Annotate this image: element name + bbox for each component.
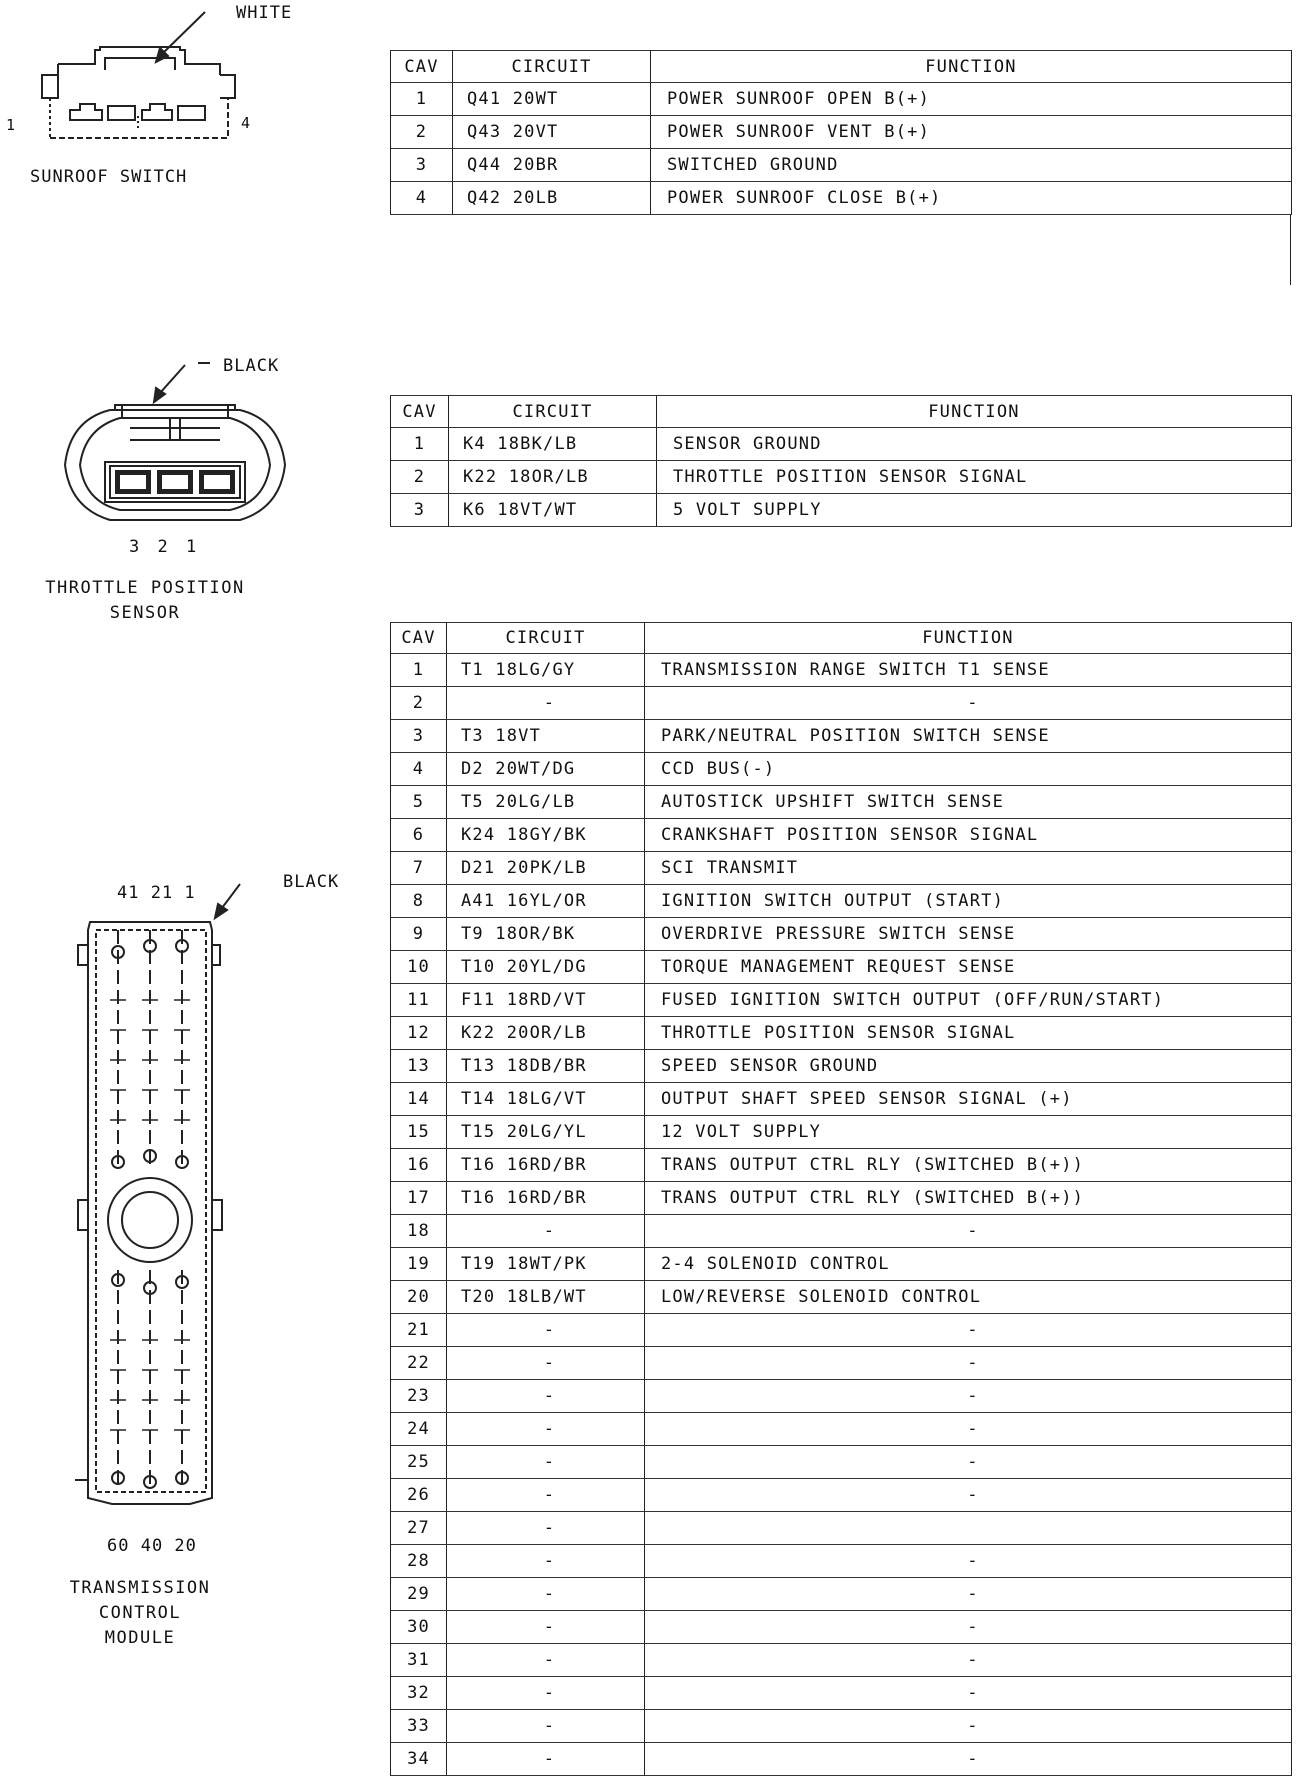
- function-cell: TRANS OUTPUT CTRL RLY (SWITCHED B(+)): [645, 1182, 1292, 1215]
- tps-name-line-1: THROTTLE POSITION: [45, 578, 245, 598]
- cav-cell: 32: [391, 1677, 447, 1710]
- table-row: [391, 687, 1292, 720]
- cav-cell: 24: [391, 1413, 447, 1446]
- cav-cell: 29: [391, 1578, 447, 1611]
- function-cell: -: [645, 1413, 1292, 1446]
- circuit-cell: -: [447, 1446, 645, 1479]
- function-cell: -: [645, 1644, 1292, 1677]
- tcm-connector-drawing: [70, 890, 250, 1520]
- cav-cell: 18: [391, 1215, 447, 1248]
- cav-cell: 21: [391, 1314, 447, 1347]
- circuit-cell: Q42 20LB: [453, 182, 651, 215]
- function-cell: FUSED IGNITION SWITCH OUTPUT (OFF/RUN/START): [645, 984, 1292, 1017]
- cav-cell: 26: [391, 1479, 447, 1512]
- table-row: [391, 1083, 1292, 1116]
- cav-cell: 7: [391, 852, 447, 885]
- table-row: [391, 1050, 1292, 1083]
- function-cell: POWER SUNROOF VENT B(+): [651, 116, 1292, 149]
- circuit-cell: T19 18WT/PK: [447, 1248, 645, 1281]
- sunroof-connector-name: SUNROOF SWITCH: [30, 167, 188, 187]
- cav-cell: 2: [391, 461, 449, 494]
- table-row: [391, 149, 1292, 182]
- table-row: [391, 1512, 1292, 1545]
- table-row: [391, 1446, 1292, 1479]
- circuit-cell: -: [447, 1413, 645, 1446]
- table-row: [391, 1743, 1292, 1776]
- function-cell: SWITCHED GROUND: [651, 149, 1292, 182]
- cav-cell: 15: [391, 1116, 447, 1149]
- circuit-cell: -: [447, 1479, 645, 1512]
- tcm-pinout-table: [390, 622, 1292, 1776]
- function-cell: THROTTLE POSITION SENSOR SIGNAL: [657, 461, 1292, 494]
- tps-pinout-table: [390, 395, 1292, 527]
- function-cell: -: [645, 1545, 1292, 1578]
- column-header-circuit: CIRCUIT: [453, 51, 651, 83]
- function-cell: CCD BUS(-): [645, 753, 1292, 786]
- tcm-name-line-2: CONTROL: [98, 1603, 182, 1623]
- circuit-cell: T9 18OR/BK: [447, 918, 645, 951]
- circuit-cell: F11 18RD/VT: [447, 984, 645, 1017]
- circuit-cell: -: [447, 1215, 645, 1248]
- function-cell: -: [645, 1677, 1292, 1710]
- circuit-cell: -: [447, 1314, 645, 1347]
- tps-name-line-2: SENSOR: [109, 603, 181, 623]
- circuit-cell: -: [447, 1644, 645, 1677]
- tcm-wire-color-label: BLACK: [283, 872, 340, 892]
- circuit-cell: T14 18LG/VT: [447, 1083, 645, 1116]
- column-header-function: FUNCTION: [651, 51, 1292, 83]
- sunroof-pin-1-label: 1: [6, 116, 17, 134]
- table-row: [391, 428, 1292, 461]
- function-cell: -: [645, 1710, 1292, 1743]
- cav-cell: 34: [391, 1743, 447, 1776]
- function-cell: LOW/REVERSE SOLENOID CONTROL: [645, 1281, 1292, 1314]
- circuit-cell: D2 20WT/DG: [447, 753, 645, 786]
- circuit-cell: Q43 20VT: [453, 116, 651, 149]
- table-row: [391, 654, 1292, 687]
- function-cell: -: [645, 1347, 1292, 1380]
- cav-cell: 8: [391, 885, 447, 918]
- table-row: [391, 1248, 1292, 1281]
- table-row: [391, 1644, 1292, 1677]
- function-cell: -: [645, 1743, 1292, 1776]
- table-row: [391, 786, 1292, 819]
- circuit-cell: Q41 20WT: [453, 83, 651, 116]
- circuit-cell: K22 20OR/LB: [447, 1017, 645, 1050]
- function-cell: -: [645, 687, 1292, 720]
- circuit-cell: T3 18VT: [447, 720, 645, 753]
- circuit-cell: T1 18LG/GY: [447, 654, 645, 687]
- circuit-cell: K24 18GY/BK: [447, 819, 645, 852]
- cav-cell: 4: [391, 753, 447, 786]
- sunroof-connector-drawing: [10, 20, 250, 140]
- tps-connector-name: [20, 576, 270, 626]
- tcm-bottom-pin-numbers: 60 40 20: [107, 1536, 197, 1556]
- column-header-circuit: CIRCUIT: [449, 396, 657, 428]
- circuit-cell: -: [447, 1380, 645, 1413]
- cav-cell: 25: [391, 1446, 447, 1479]
- cav-cell: 23: [391, 1380, 447, 1413]
- cav-cell: 6: [391, 819, 447, 852]
- table-row: [391, 918, 1292, 951]
- function-cell: -: [645, 1215, 1292, 1248]
- function-cell: POWER SUNROOF OPEN B(+): [651, 83, 1292, 116]
- cav-cell: 1: [391, 428, 449, 461]
- function-cell: -: [645, 1479, 1292, 1512]
- cav-cell: 14: [391, 1083, 447, 1116]
- table-row: [391, 1578, 1292, 1611]
- table-row: [391, 1479, 1292, 1512]
- table-row: [391, 116, 1292, 149]
- table-row: [391, 1215, 1292, 1248]
- table-row: [391, 819, 1292, 852]
- circuit-cell: -: [447, 1710, 645, 1743]
- table-row: [391, 1611, 1292, 1644]
- table-row: [391, 1380, 1292, 1413]
- sunroof-pin-4-label: 4: [241, 114, 252, 132]
- table-row: [391, 1314, 1292, 1347]
- cav-cell: 16: [391, 1149, 447, 1182]
- function-cell: TRANS OUTPUT CTRL RLY (SWITCHED B(+)): [645, 1149, 1292, 1182]
- table-row: [391, 1677, 1292, 1710]
- cav-cell: 2: [391, 116, 453, 149]
- table-row: [391, 1116, 1292, 1149]
- circuit-cell: K4 18BK/LB: [449, 428, 657, 461]
- tcm-name-line-1: TRANSMISSION: [69, 1578, 211, 1598]
- column-header-function: FUNCTION: [657, 396, 1292, 428]
- circuit-cell: -: [447, 1347, 645, 1380]
- function-cell: 12 VOLT SUPPLY: [645, 1116, 1292, 1149]
- function-cell: 2-4 SOLENOID CONTROL: [645, 1248, 1292, 1281]
- column-header-cav: CAV: [391, 51, 453, 83]
- function-cell: -: [645, 1578, 1292, 1611]
- circuit-cell: T16 16RD/BR: [447, 1149, 645, 1182]
- cav-cell: 1: [391, 83, 453, 116]
- function-cell: -: [645, 1380, 1292, 1413]
- circuit-cell: T13 18DB/BR: [447, 1050, 645, 1083]
- circuit-cell: -: [447, 1545, 645, 1578]
- tps-pin-numbers: 3 2 1: [129, 537, 201, 557]
- sunroof-pinout-table: [390, 50, 1292, 215]
- function-cell: OUTPUT SHAFT SPEED SENSOR SIGNAL (+): [645, 1083, 1292, 1116]
- function-cell: PARK/NEUTRAL POSITION SWITCH SENSE: [645, 720, 1292, 753]
- function-cell: 5 VOLT SUPPLY: [657, 494, 1292, 527]
- cav-cell: 3: [391, 494, 449, 527]
- circuit-cell: D21 20PK/LB: [447, 852, 645, 885]
- table-row: [391, 885, 1292, 918]
- cav-cell: 20: [391, 1281, 447, 1314]
- tcm-name-line-3: MODULE: [104, 1628, 176, 1648]
- column-header-function: FUNCTION: [645, 623, 1292, 654]
- function-cell: TORQUE MANAGEMENT REQUEST SENSE: [645, 951, 1292, 984]
- circuit-cell: Q44 20BR: [453, 149, 651, 182]
- table-row: [391, 1710, 1292, 1743]
- function-cell: THROTTLE POSITION SENSOR SIGNAL: [645, 1017, 1292, 1050]
- tps-connector-drawing: [50, 360, 290, 530]
- cav-cell: 2: [391, 687, 447, 720]
- function-cell: -: [645, 1446, 1292, 1479]
- function-cell: [645, 1512, 1292, 1545]
- cav-cell: 10: [391, 951, 447, 984]
- cav-cell: 3: [391, 149, 453, 182]
- circuit-cell: T16 16RD/BR: [447, 1182, 645, 1215]
- circuit-cell: K6 18VT/WT: [449, 494, 657, 527]
- cav-cell: 22: [391, 1347, 447, 1380]
- circuit-cell: T5 20LG/LB: [447, 786, 645, 819]
- circuit-cell: A41 16YL/OR: [447, 885, 645, 918]
- function-cell: CRANKSHAFT POSITION SENSOR SIGNAL: [645, 819, 1292, 852]
- cav-cell: 9: [391, 918, 447, 951]
- function-cell: TRANSMISSION RANGE SWITCH T1 SENSE: [645, 654, 1292, 687]
- cav-cell: 27: [391, 1512, 447, 1545]
- table-row: [391, 1281, 1292, 1314]
- cav-cell: 31: [391, 1644, 447, 1677]
- cav-cell: 1: [391, 654, 447, 687]
- table-row: [391, 753, 1292, 786]
- column-header-circuit: CIRCUIT: [447, 623, 645, 654]
- cav-cell: 19: [391, 1248, 447, 1281]
- table-row: [391, 720, 1292, 753]
- function-cell: IGNITION SWITCH OUTPUT (START): [645, 885, 1292, 918]
- function-cell: -: [645, 1314, 1292, 1347]
- table-row: [391, 951, 1292, 984]
- sunroof-table-edge: [1290, 215, 1291, 285]
- function-cell: POWER SUNROOF CLOSE B(+): [651, 182, 1292, 215]
- function-cell: -: [645, 1611, 1292, 1644]
- circuit-cell: -: [447, 687, 645, 720]
- cav-cell: 28: [391, 1545, 447, 1578]
- cav-cell: 17: [391, 1182, 447, 1215]
- circuit-cell: -: [447, 1743, 645, 1776]
- table-row: [391, 1017, 1292, 1050]
- cav-cell: 4: [391, 182, 453, 215]
- circuit-cell: -: [447, 1512, 645, 1545]
- circuit-cell: T15 20LG/YL: [447, 1116, 645, 1149]
- cav-cell: 11: [391, 984, 447, 1017]
- circuit-cell: -: [447, 1677, 645, 1710]
- function-cell: SCI TRANSMIT: [645, 852, 1292, 885]
- circuit-cell: -: [447, 1611, 645, 1644]
- tcm-top-pin-numbers: 41 21 1: [117, 883, 196, 903]
- column-header-cav: CAV: [391, 396, 449, 428]
- cav-cell: 3: [391, 720, 447, 753]
- tps-wire-color-label: BLACK: [223, 356, 280, 376]
- table-row: [391, 1182, 1292, 1215]
- table-row: [391, 1149, 1292, 1182]
- table-row: [391, 1413, 1292, 1446]
- circuit-cell: T20 18LB/WT: [447, 1281, 645, 1314]
- table-row: [391, 83, 1292, 116]
- cav-cell: 30: [391, 1611, 447, 1644]
- column-header-cav: CAV: [391, 623, 447, 654]
- table-row: [391, 182, 1292, 215]
- circuit-cell: T10 20YL/DG: [447, 951, 645, 984]
- table-row: [391, 1347, 1292, 1380]
- table-row: [391, 461, 1292, 494]
- table-row: [391, 984, 1292, 1017]
- function-cell: SENSOR GROUND: [657, 428, 1292, 461]
- table-row: [391, 852, 1292, 885]
- cav-cell: 33: [391, 1710, 447, 1743]
- table-row: [391, 494, 1292, 527]
- function-cell: OVERDRIVE PRESSURE SWITCH SENSE: [645, 918, 1292, 951]
- circuit-cell: K22 18OR/LB: [449, 461, 657, 494]
- cav-cell: 12: [391, 1017, 447, 1050]
- function-cell: AUTOSTICK UPSHIFT SWITCH SENSE: [645, 786, 1292, 819]
- tcm-connector-name: [15, 1576, 265, 1651]
- cav-cell: 13: [391, 1050, 447, 1083]
- sunroof-wire-color-label: WHITE: [236, 3, 293, 23]
- table-row: [391, 1545, 1292, 1578]
- circuit-cell: -: [447, 1578, 645, 1611]
- function-cell: SPEED SENSOR GROUND: [645, 1050, 1292, 1083]
- cav-cell: 5: [391, 786, 447, 819]
